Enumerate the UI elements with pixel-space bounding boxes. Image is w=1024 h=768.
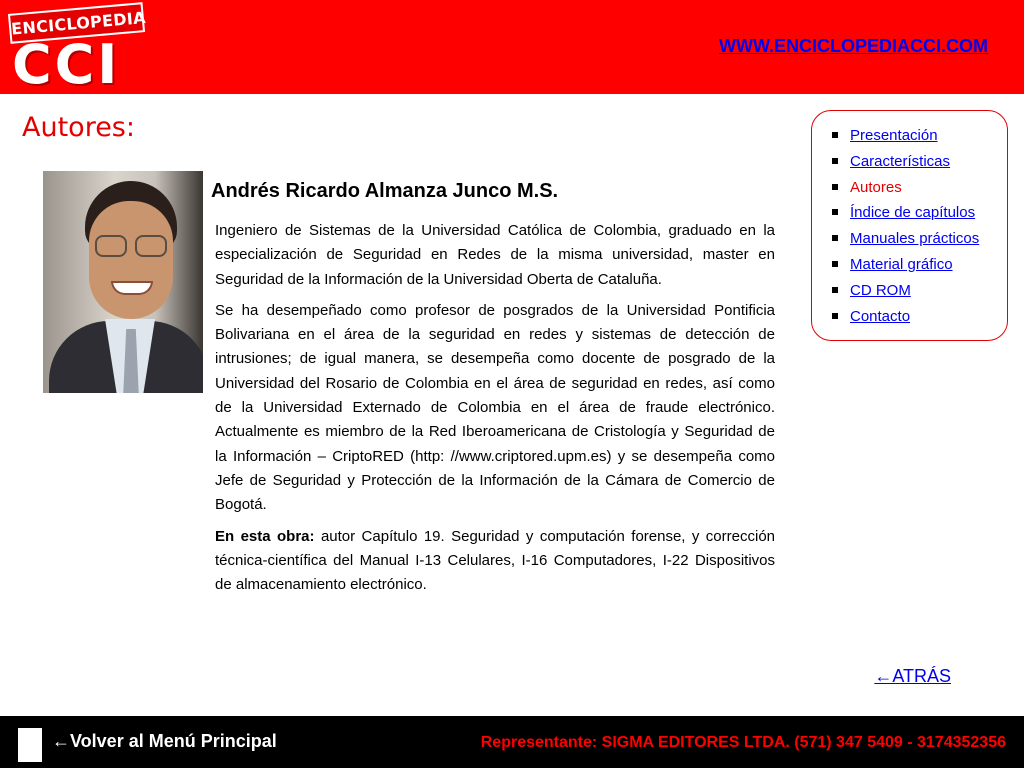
main-menu-link[interactable]: ←Volver al Menú Principal xyxy=(52,731,277,751)
author-bio xyxy=(215,219,775,604)
square-bullet-icon xyxy=(832,235,838,241)
section-nav xyxy=(811,110,1008,341)
section-nav-list xyxy=(832,127,979,333)
site-url-link[interactable]: WWW.ENCICLOPEDIACCI.COM xyxy=(719,36,988,56)
square-bullet-icon xyxy=(832,209,838,215)
square-bullet-icon xyxy=(832,261,838,267)
work-label: En esta obra: xyxy=(215,527,315,545)
photo-glasses-left xyxy=(95,235,127,257)
bio-paragraph-2: Se ha desempeñado como profesor de posgrados de la Universidad Pontificia Bolivariana en el área de la seguridad en redes y sistemas de detección de intrusiones; de igual manera, se desempeña como docente de posgrado de la Universidad del Rosario de Colombia en el área de seguridad en redes, así como de la Universidad Externado de Colombia en el área de fraude electrónico. Actualmente es miembro de la Red Iberoamericana de Cristología y Seguridad de la Información – CriptoRED (http: //www.criptored.upm.es) y se desempeña como Jefe de Seguridad y Protección de la Información de la Cámara de Comercio de Bogotá. xyxy=(215,301,775,514)
nav-item-indice xyxy=(832,204,979,230)
author-name: Andrés Ricardo Almanza Junco M.S. xyxy=(211,180,559,202)
nav-item-contacto xyxy=(832,308,979,334)
nav-item-manuales xyxy=(832,230,979,256)
work-text: autor Capítulo 19. Seguridad y computación forense, y corrección técnica-científica del Manual I-13 Celulares, I-16 Computadores, I-22 Dispositivos de almacenamiento electrónico. xyxy=(215,527,775,594)
logo-top-text: ENCICLOPEDIA xyxy=(8,2,145,44)
nav-link-autores[interactable]: Autores xyxy=(850,178,902,196)
footer-bar xyxy=(0,716,1024,768)
square-bullet-icon xyxy=(832,184,838,190)
nav-item-autores xyxy=(832,179,979,205)
photo-glasses-right xyxy=(135,235,167,257)
author-photo xyxy=(43,171,203,393)
header-bar xyxy=(0,0,1024,94)
nav-link-indice[interactable]: Índice de capítulos xyxy=(850,204,976,222)
nav-link-material[interactable]: Material gráfico xyxy=(850,255,953,273)
nav-link-cdrom[interactable]: CD ROM xyxy=(850,281,911,299)
back-link[interactable]: ←ATRÁS xyxy=(874,666,951,686)
nav-link-manuales[interactable]: Manuales prácticos xyxy=(850,230,980,248)
bio-paragraph-work xyxy=(215,525,775,598)
nav-link-presentacion[interactable]: Presentación xyxy=(850,127,938,144)
photo-face xyxy=(89,201,173,319)
nav-link-caracteristicas[interactable]: Características xyxy=(850,152,951,170)
representative-info: Representante: SIGMA EDITORES LTDA. (571) 347 5409 - 3174352356 xyxy=(480,734,1006,751)
square-bullet-icon xyxy=(832,158,838,164)
enciclopedia-cci-logo[interactable] xyxy=(6,6,147,96)
page-title: Autores: xyxy=(22,112,135,143)
nav-item-presentacion xyxy=(832,127,979,153)
nav-item-cdrom xyxy=(832,282,979,308)
logo-main-text: CCI xyxy=(12,33,121,96)
bio-paragraph-1: Ingeniero de Sistemas de la Universidad Católica de Colombia, graduado en la especialización de Seguridad en Redes de la misma universidad, master en Seguridad de la Información de la Universidad Oberta de Cataluña. xyxy=(215,222,775,288)
square-bullet-icon xyxy=(832,313,838,319)
nav-item-material xyxy=(832,256,979,282)
nav-link-contacto[interactable]: Contacto xyxy=(850,307,911,325)
nav-item-caracteristicas xyxy=(832,153,979,179)
footer-square-icon xyxy=(18,728,42,762)
square-bullet-icon xyxy=(832,132,838,138)
square-bullet-icon xyxy=(832,287,838,293)
